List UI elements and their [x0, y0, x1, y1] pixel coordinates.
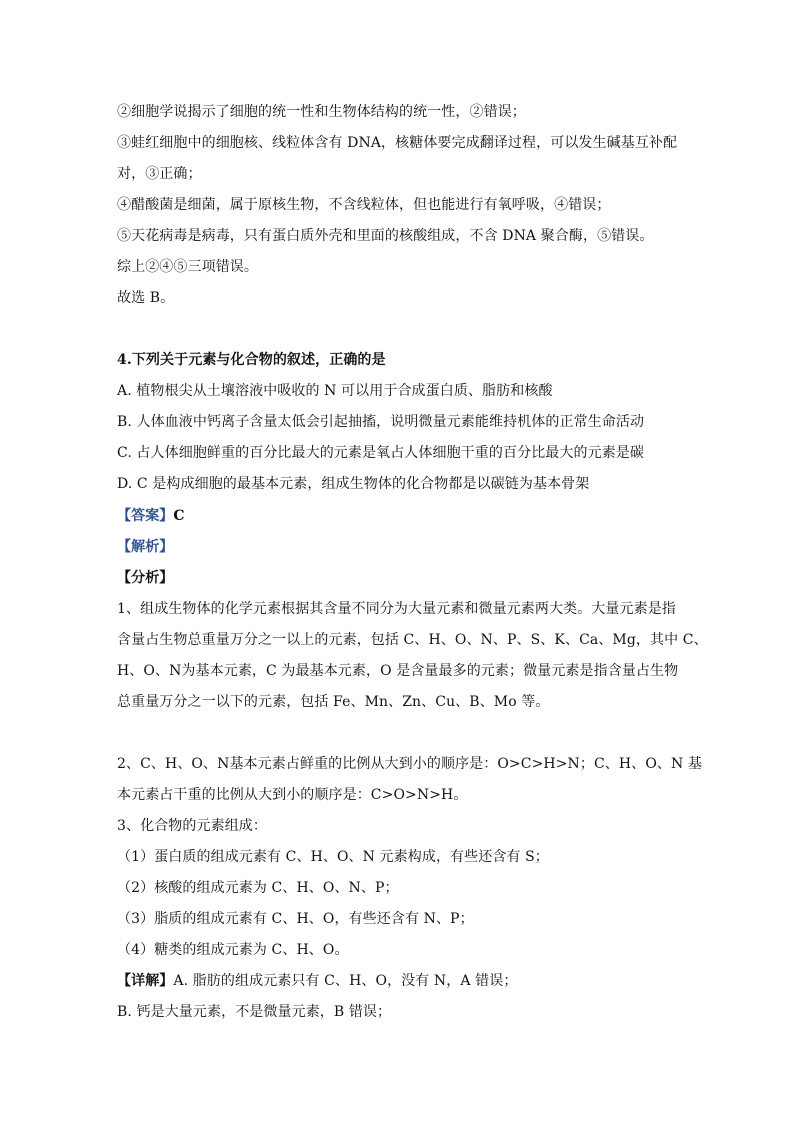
analysis-p2-line2: 本元素占干重的比例从大到小的顺序是：C>O>N>H。 [117, 787, 468, 803]
explanation-choice: 故选 B。 [117, 290, 175, 306]
detail-label: 【详解】 [117, 973, 174, 989]
analysis-p3-item3: （3）脂质的组成元素有 C、H、O，有些还含有 N、P； [117, 911, 474, 927]
question-stem: 4.下列关于元素与化合物的叙述，正确的是 [117, 352, 386, 368]
answer-label: 【答案】 [117, 508, 174, 524]
analysis-p1-line3: H、O、N为基本元素，C 为最基本元素，O 是含量最多的元素；微量元素是指含量占生物 [117, 663, 679, 679]
analysis-p1-line4: 总重量万分之一以下的元素，包括 Fe、Mn、Zn、Cu、B、Mo 等。 [117, 694, 550, 710]
option-d: D. C 是构成细胞的最基本元素，组成生物体的化合物都是以碳链为基本骨架 [117, 476, 590, 492]
detail-line-1 [117, 971, 687, 991]
detail-line-2: B. 钙是大量元素，不是微量元素，B 错误； [117, 1004, 392, 1020]
explanation-line-3b: 对，③正确； [117, 166, 202, 182]
jiexi-label: 【解析】 [117, 539, 174, 555]
analysis-p3-item4: （4）糖类的组成元素为 C、H、O。 [117, 942, 349, 958]
jiexi-line [117, 537, 687, 557]
explanation-line-4: ④醋酸菌是细菌，属于原核生物，不含线粒体，但也能进行有氧呼吸，④错误； [117, 197, 611, 213]
option-b: B. 人体血液中钙离子含量太低会引起抽搐，说明微量元素能维持机体的正常生命活动 [117, 414, 645, 430]
explanation-line-2: ②细胞学说揭示了细胞的统一性和生物体结构的统一性，②错误； [117, 104, 526, 120]
analysis-p3-item1: （1）蛋白质的组成元素有 C、H、O、N 元素构成，有些还含有 S； [117, 849, 549, 865]
analysis-p3-title: 3、化合物的元素组成： [117, 818, 268, 834]
option-c: C. 占人体细胞鲜重的百分比最大的元素是氧占人体细胞干重的百分比最大的元素是碳 [117, 445, 645, 461]
fenxi-label: 【分析】 [117, 570, 174, 586]
option-a: A. 植物根尖从土壤溶液中吸收的 N 可以用于合成蛋白质、脂肪和核酸 [117, 383, 553, 399]
analysis-p3-item2: （2）核酸的组成元素为 C、H、O、N、P； [117, 880, 399, 896]
explanation-line-5: ⑤天花病毒是病毒，只有蛋白质外壳和里面的核酸组成，不含 DNA 聚合酶，⑤错误。 [117, 228, 654, 244]
answer-value: C [173, 508, 185, 524]
explanation-summary: 综上②④⑤三项错误。 [117, 259, 258, 275]
explanation-line-3a: ③蛙红细胞中的细胞核、线粒体含有 DNA，核糖体要完成翻译过程，可以发生碱基互补配 [117, 135, 678, 151]
answer-line [117, 506, 687, 526]
analysis-p2-line1: 2、C、H、O、N基本元素占鲜重的比例从大到小的顺序是：O>C>H>N；C、H、O、N 基 [117, 756, 702, 772]
analysis-p1-line1: 1、组成生物体的化学元素根据其含量不同分为大量元素和微量元素两大类。大量元素是指 [117, 601, 676, 617]
analysis-p1-line2: 含量占生物总重量万分之一以上的元素，包括 C、H、O、N、P、S、K、Ca、Mg，其中 C、 [117, 632, 708, 648]
detail-text-1: A. 脂肪的组成元素只有 C、H、O，没有 N，A 错误； [173, 973, 518, 989]
